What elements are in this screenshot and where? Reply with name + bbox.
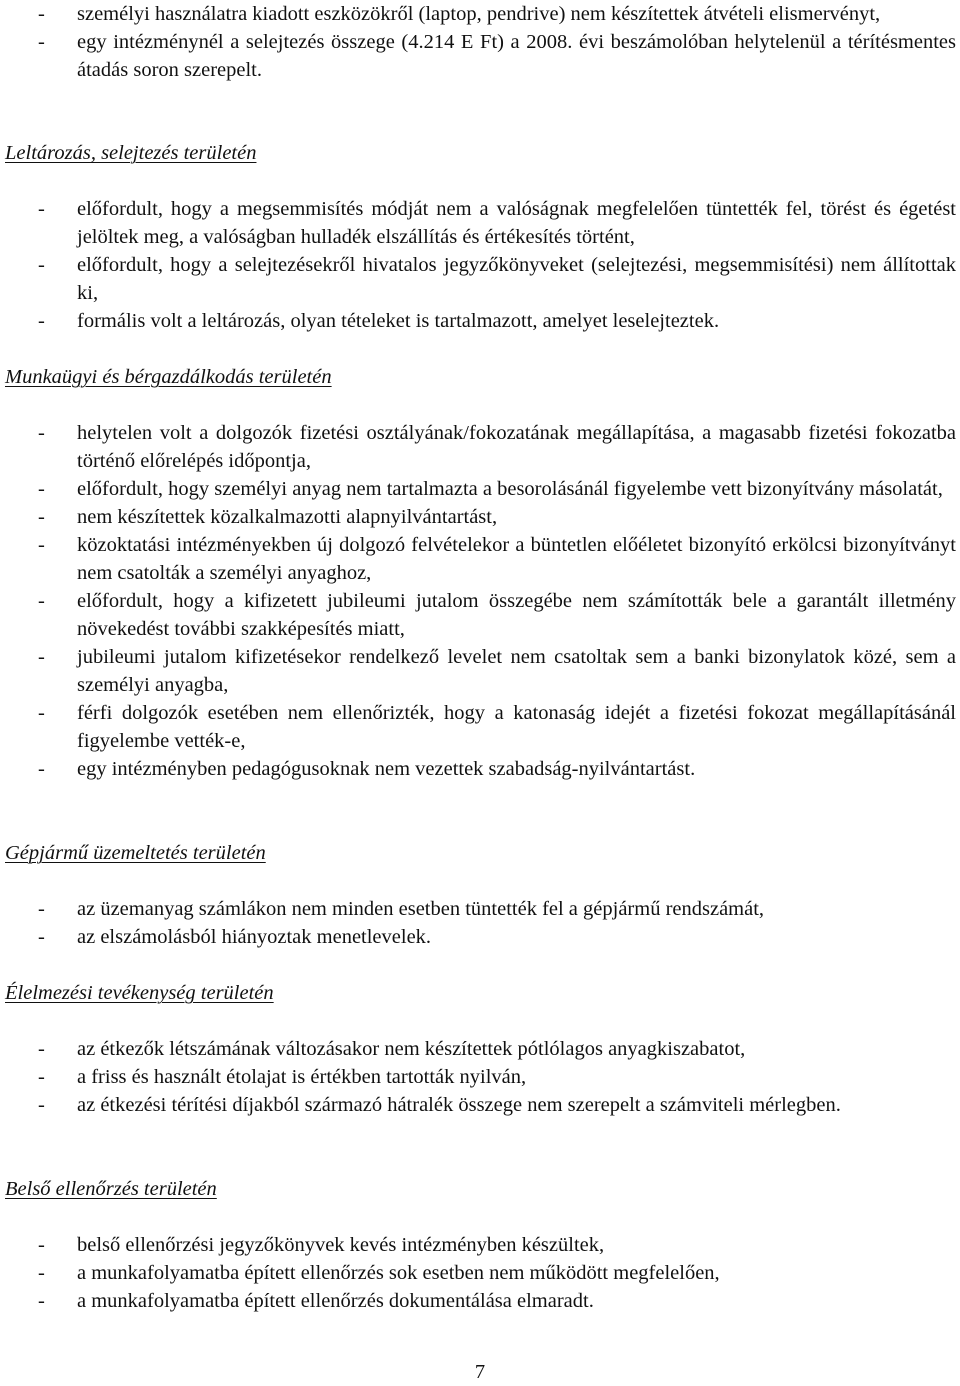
bullet-dash: -	[38, 31, 45, 53]
list-item-text: a friss és használt étolajat is értékben tartották nyilván,	[77, 1066, 527, 1088]
list-item-text: előfordult, hogy személyi anyag nem tartalmazta a besorolásánál figyelembe vett bizonyítvány másolatát,	[77, 478, 943, 500]
list-item-text: az elszámolásból hiányoztak menetlevelek.	[77, 926, 432, 948]
section-list	[0, 195, 956, 335]
page-number: 7	[474, 1361, 486, 1383]
list-item-text: előfordult, hogy a selejtezésekről hivatalos jegyzőkönyveket (selejtezési, megsemmisítési) nem állítottak ki,	[77, 254, 956, 304]
list-item-text: jubileumi jutalom kifizetésekor rendelkező levelet nem csatoltak sem a banki bizonylatok közé, sem a személyi anyagba,	[77, 646, 956, 696]
bullet-dash: -	[38, 898, 45, 920]
bullet-dash: -	[38, 590, 45, 612]
list-item	[0, 1035, 956, 1063]
list-item	[0, 1287, 956, 1315]
list-item-text: előfordult, hogy a kifizetett jubileumi jutalom összegébe nem számították bele a garantált illetmény növekedést további szakképesítés miatt,	[77, 590, 956, 640]
bullet-dash: -	[38, 1290, 45, 1312]
list-item	[0, 503, 956, 531]
bullet-dash: -	[38, 3, 45, 25]
list-item	[0, 531, 956, 587]
bullet-dash: -	[38, 534, 45, 556]
section-heading: Leltározás, selejtezés területén	[5, 142, 257, 164]
bullet-dash: -	[38, 1038, 45, 1060]
section-list-block	[0, 419, 956, 783]
list-item-text: formális volt a leltározás, olyan tételeket is tartalmazott, amelyet leselejteztek.	[77, 310, 720, 332]
bullet-dash: -	[38, 198, 45, 220]
list-item	[0, 1231, 956, 1259]
section-heading: Munkaügyi és bérgazdálkodás területén	[5, 366, 332, 388]
bullet-dash: -	[38, 506, 45, 528]
bullet-dash: -	[38, 478, 45, 500]
list-item	[0, 1259, 956, 1287]
bullet-dash: -	[38, 310, 45, 332]
list-item-text: férfi dolgozók esetében nem ellenőrizték, hogy a katonaság idejét a fizetési fokozat megállapításánál figyelembe vették-e,	[77, 702, 956, 752]
list-item	[0, 587, 956, 643]
section-list	[0, 419, 956, 783]
bullet-dash: -	[38, 254, 45, 276]
list-item	[0, 643, 956, 699]
list-item-text: az étkezők létszámának változásakor nem készítettek pótlólagos anyagkiszabatot,	[77, 1038, 746, 1060]
bullet-dash: -	[38, 758, 45, 780]
section-list-block	[0, 1231, 956, 1315]
list-item	[0, 923, 956, 951]
list-item-text: nem készítettek közalkalmazotti alapnyilvántartást,	[77, 506, 498, 528]
bullet-dash: -	[38, 1066, 45, 1088]
section-list-block	[0, 1035, 956, 1119]
list-item-text: közoktatási intézményekben új dolgozó felvételekor a büntetlen előéletet bizonyító erkölcsi bizonyítványt nem csatolták a személyi anyaghoz,	[77, 534, 956, 584]
list-item	[0, 419, 956, 475]
list-item	[0, 0, 956, 28]
list-item	[0, 699, 956, 755]
bullet-dash: -	[38, 926, 45, 948]
bullet-dash: -	[38, 1094, 45, 1116]
list-item-text: az üzemanyag számlákon nem minden esetben tüntették fel a gépjármű rendszámát,	[77, 898, 765, 920]
section-heading: Élelmezési tevékenység területén	[5, 982, 274, 1004]
section-list-block	[0, 195, 956, 335]
intro-list	[0, 0, 956, 84]
list-item	[0, 307, 956, 335]
list-item-text: előfordult, hogy a megsemmisítés módját nem a valóságnak megfelelően tüntették fel, törést és égetést jelöltek meg, a valóságban hulladék elszállítás és értékesítés történt,	[77, 198, 956, 248]
section-heading: Gépjármű üzemeltetés területén	[5, 842, 266, 864]
list-item	[0, 1063, 956, 1091]
list-item-text: egy intézménynél a selejtezés összege (4.214 E Ft) a 2008. évi beszámolóban helytelenül a térítésmentes átadás soron szerepelt.	[77, 31, 956, 81]
section-heading: Belső ellenőrzés területén	[5, 1178, 217, 1200]
bullet-dash: -	[38, 1234, 45, 1256]
list-item-text: a munkafolyamatba épített ellenőrzés dokumentálása elmaradt.	[77, 1290, 594, 1312]
list-item	[0, 895, 956, 923]
list-item-text: az étkezési térítési díjakból származó hátralék összege nem szerepelt a számviteli mérlegben.	[77, 1094, 841, 1116]
intro-list-block	[0, 0, 956, 84]
list-item	[0, 28, 956, 84]
bullet-dash: -	[38, 1262, 45, 1284]
bullet-dash: -	[38, 646, 45, 668]
bullet-dash: -	[38, 702, 45, 724]
list-item	[0, 251, 956, 307]
list-item-text: egy intézményben pedagógusoknak nem vezettek szabadság-nyilvántartást.	[77, 758, 696, 780]
list-item-text: belső ellenőrzési jegyzőkönyvek kevés intézményben készültek,	[77, 1234, 605, 1256]
list-item	[0, 195, 956, 251]
section-list-block	[0, 895, 956, 951]
section-list	[0, 1231, 956, 1315]
list-item	[0, 475, 956, 503]
bullet-dash: -	[38, 422, 45, 444]
list-item-text: személyi használatra kiadott eszközökről (laptop, pendrive) nem készítettek átvételi elismervényt,	[77, 3, 881, 25]
list-item-text: a munkafolyamatba épített ellenőrzés sok esetben nem működött megfelelően,	[77, 1262, 720, 1284]
section-list	[0, 895, 956, 951]
list-item-text: helytelen volt a dolgozók fizetési osztályának/fokozatának megállapítása, a magasabb fizetési fokozatba történő előrelépés időpontja,	[77, 422, 956, 472]
section-list	[0, 1035, 956, 1119]
list-item	[0, 1091, 956, 1119]
list-item	[0, 755, 956, 783]
